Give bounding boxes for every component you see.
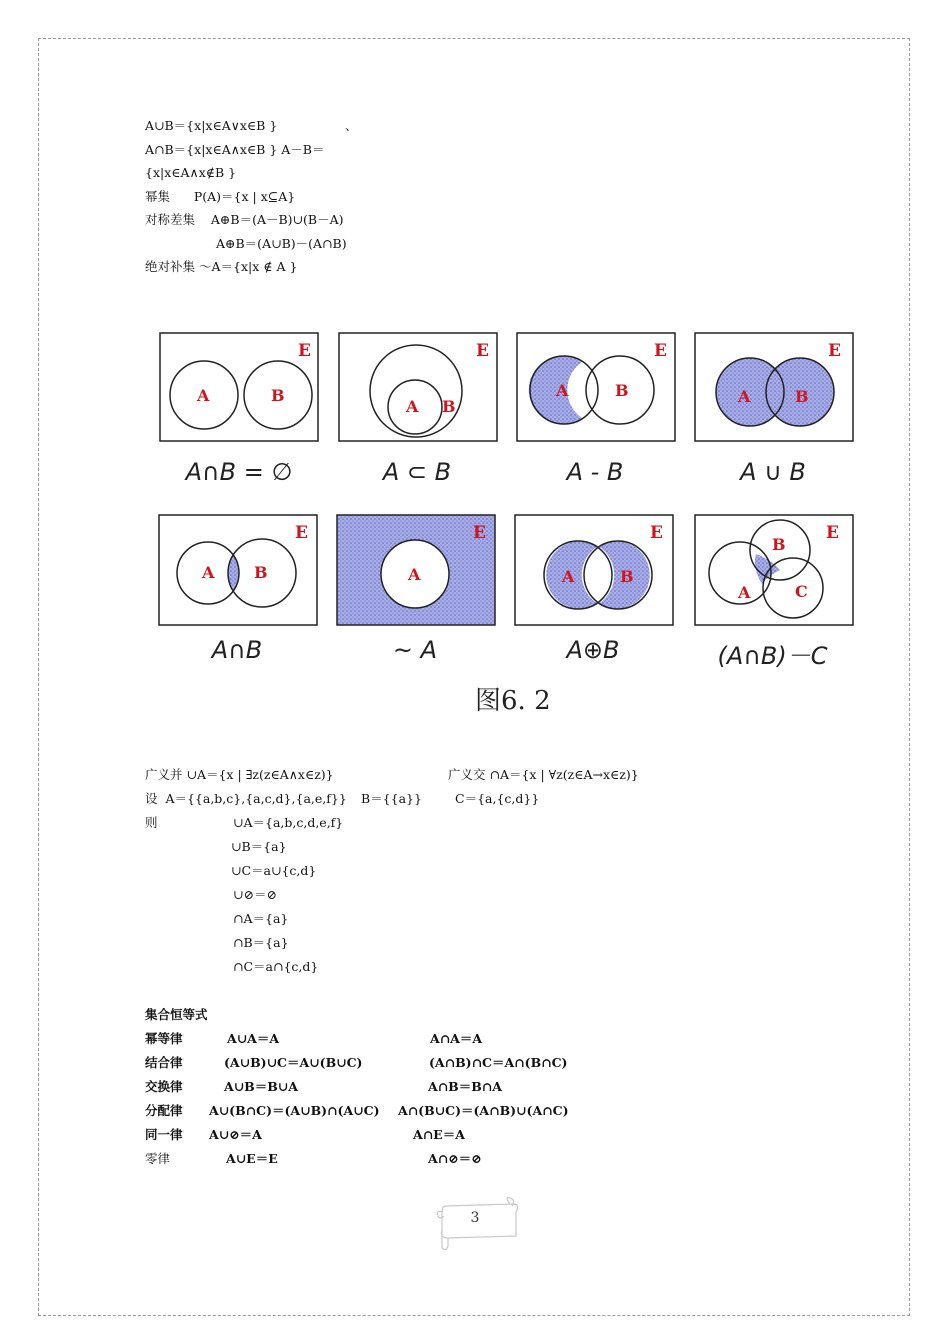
label-a-1: A [197, 386, 210, 405]
figure-caption: 图6. 2 [475, 686, 551, 716]
venn-label-2: A ⊂ B [382, 458, 452, 486]
label-a-3: A [556, 381, 569, 400]
law-left-zero: A∪E＝E [226, 1151, 278, 1166]
law-right-distributive: A∩(B∪C)＝(A∩B)∪(A∩C) [398, 1103, 569, 1118]
diagram-complement [337, 515, 495, 625]
label-b-7: B [620, 567, 634, 586]
venn-figure [150, 318, 870, 728]
label-a-6: A [408, 565, 421, 584]
law-left-distributive: A∪(B∩C)＝(A∪B)∩(A∪C) [209, 1103, 380, 1118]
diagram-difference [517, 333, 675, 441]
result-union-c: ∪C＝a∪{c,d} [231, 863, 317, 878]
diagram-symmetric-difference [515, 515, 673, 625]
label-e-6: E [473, 523, 486, 543]
law-left-associative: (A∪B)∪C＝A∪(B∪C) [224, 1055, 363, 1070]
venn-label-1: A∩B = ∅ [185, 458, 293, 486]
venn-label-3: A - B [566, 458, 624, 486]
diagram-disjoint [160, 333, 318, 441]
label-b-4: B [795, 387, 809, 406]
result-inter-b: ∩B＝{a} [233, 935, 289, 950]
def-difference: {x|x∈A∧x∉B } [145, 165, 237, 180]
label-e-7: E [650, 523, 663, 543]
label-a-4: A [738, 387, 751, 406]
page-number: 3 [470, 1210, 480, 1226]
diagram-subset [339, 333, 497, 441]
label-e-4: E [828, 341, 841, 361]
def-symdiff-1: 对称差集 A⊕B＝(A－B)∪(B－A) [145, 212, 344, 227]
venn-label-7: A⊕B [566, 636, 620, 664]
result-inter-c: ∩C＝a∩{c,d} [233, 959, 319, 974]
law-name-associative: 结合律 [145, 1055, 183, 1070]
law-name-idempotent: 幂等律 [145, 1031, 183, 1046]
law-left-commutative: A∪B＝B∪A [224, 1079, 298, 1094]
label-b-8: B [772, 535, 786, 554]
gen-union: 广义并 ∪A＝{x | ∃z(z∈A∧x∈z)} [145, 767, 334, 782]
label-b-1: B [271, 386, 285, 405]
def-complement: 绝对补集 ～A＝{x|x ∉ A } [145, 259, 298, 274]
law-right-idempotent: A∩A＝A [430, 1031, 483, 1046]
label-a-8: A [738, 583, 751, 602]
law-right-associative: (A∩B)∩C＝A∩(B∩C) [429, 1055, 568, 1070]
label-a-5: A [202, 563, 215, 582]
result-inter-a: ∩A＝{a} [233, 911, 289, 926]
identities-heading: 集合恒等式 [145, 1007, 208, 1022]
law-name-identity: 同一律 [145, 1127, 183, 1142]
label-a-2: A [406, 397, 419, 416]
venn-label-5: A∩B [211, 636, 263, 664]
label-e-3: E [654, 341, 667, 361]
law-left-idempotent: A∪A＝A [227, 1031, 280, 1046]
gen-intersection: 广义交 ∩A＝{x | ∀z(z∈A→x∈z)} [448, 767, 639, 782]
result-union-empty: ∪⊘＝⊘ [233, 887, 277, 902]
law-right-zero: A∩⊘＝⊘ [428, 1151, 482, 1166]
label-e-2: E [476, 341, 489, 361]
label-b-3: B [615, 381, 629, 400]
then-label: 则 [145, 815, 158, 830]
result-union-a: ∪A＝{a,b,c,d,e,f} [233, 815, 344, 830]
law-right-identity: A∩E＝A [413, 1127, 465, 1142]
law-right-commutative: A∩B＝B∩A [428, 1079, 502, 1094]
let-c: C＝{a,{c,d}} [455, 791, 540, 806]
label-a-7: A [562, 567, 575, 586]
venn-label-4: A ∪ B [740, 458, 806, 486]
page-number-ornament [430, 1196, 520, 1252]
label-b-5: B [254, 563, 268, 582]
def-union: A∪B＝{x|x∈A∨x∈B } 、 [145, 118, 358, 133]
def-symdiff-2: A⊕B＝(A∪B)－(A∩B) [216, 236, 347, 251]
label-e-8: E [826, 523, 839, 543]
label-c-8: C [795, 582, 808, 601]
law-name-zero: 零律 [145, 1151, 171, 1166]
label-b-2: B [442, 397, 456, 416]
label-e-1: E [298, 341, 311, 361]
law-left-identity: A∪⊘＝A [209, 1127, 262, 1142]
diagram-intersection [159, 515, 317, 625]
diagram-intersection-minus-c [695, 515, 853, 625]
label-e-5: E [295, 523, 308, 543]
let-b: B＝{{a}} [361, 791, 422, 806]
let-a: 设 A＝{{a,b,c},{a,c,d},{a,e,f}} [145, 791, 347, 806]
law-name-distributive: 分配律 [145, 1103, 183, 1118]
venn-label-6: ~ A [392, 636, 438, 664]
venn-label-8: (A∩B)－C [717, 642, 828, 670]
def-powerset: 幂集 P(A)＝{x | x⊆A} [145, 189, 296, 204]
diagram-union [695, 333, 853, 441]
result-union-b: ∪B＝{a} [231, 839, 287, 854]
law-name-commutative: 交换律 [145, 1079, 183, 1094]
def-intersection: A∩B＝{x|x∈A∧x∈B } A－B＝ [145, 142, 325, 157]
